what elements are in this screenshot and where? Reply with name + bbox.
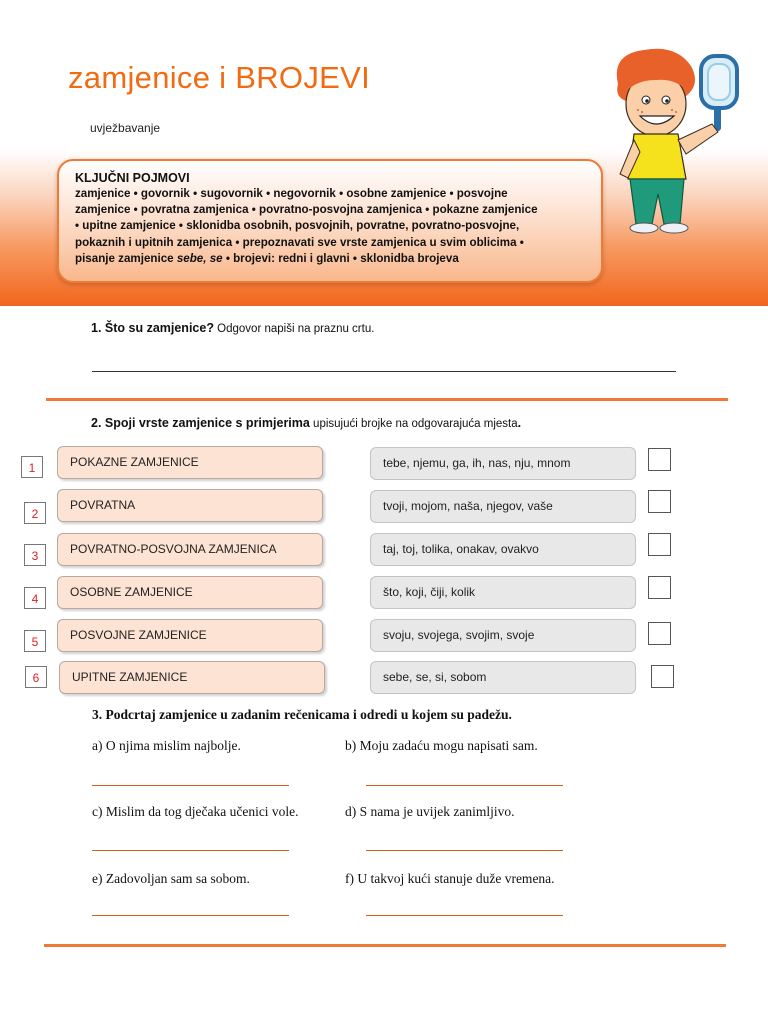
answer-line[interactable] [92, 850, 289, 851]
question-3: 3. Podcrtaj zamjenice u zadanim rečenicama i odredi u kojem su padežu. [92, 707, 512, 722]
question-1-instruction: Odgovor napiši na praznu crtu. [213, 323, 375, 335]
key-terms-line: zamjenice • govornik • sugovornik • negovornik • osobne zamjenice • posvojne [75, 187, 508, 200]
key-terms-heading: KLJUČNI POJMOVI [75, 171, 190, 185]
section-divider [44, 944, 726, 947]
example-pill: taj, toj, tolika, onakav, ovakvo [370, 533, 636, 566]
key-terms-box [57, 159, 603, 283]
answer-box[interactable] [651, 665, 674, 688]
answer-box[interactable] [648, 533, 671, 556]
answer-box[interactable] [648, 448, 671, 471]
key-terms-line: pokaznih i upitnih zamjenica • prepoznavati sve vrste zamjenica u svim oblicima • [75, 235, 524, 249]
answer-box[interactable] [648, 576, 671, 599]
answer-line[interactable] [366, 785, 563, 786]
pronoun-type-pill: UPITNE ZAMJENICE [59, 661, 325, 694]
example-pill: tebe, njemu, ga, ih, nas, nju, mnom [370, 447, 636, 480]
answer-box[interactable] [648, 490, 671, 513]
example-pill: sebe, se, si, sobom [370, 661, 636, 694]
match-number: 4 [24, 587, 46, 609]
answer-line[interactable] [92, 785, 289, 786]
key-terms-line [75, 251, 589, 267]
example-pill: tvoji, mojom, naša, njegov, vaše [370, 490, 636, 523]
sentence-e: e) Zadovoljan sam sa sobom. [92, 871, 250, 886]
example-pill: što, koji, čiji, kolik [370, 576, 636, 609]
boy-mascot-icon [606, 44, 756, 234]
match-number: 1 [21, 456, 43, 478]
pronoun-type-pill: POKAZNE ZAMJENICE [57, 446, 323, 479]
sentence-f: f) U takvoj kući stanuje duže vremena. [345, 871, 555, 886]
question-2-period: . [517, 416, 522, 430]
page-title: zamjenice i BROJEVI [68, 60, 371, 95]
answer-line[interactable] [366, 915, 563, 916]
question-2-instruction: upisujući brojke na odgovarajuća mjesta [309, 418, 518, 430]
key-terms-text: pisanje zamjenice [75, 251, 177, 265]
answer-box[interactable] [648, 622, 671, 645]
pronoun-type-pill: POVRATNO-POSVOJNA ZAMJENICA [57, 533, 323, 566]
answer-line[interactable] [366, 850, 563, 851]
pronoun-type-pill: OSOBNE ZAMJENICE [57, 576, 323, 609]
pronoun-type-pill: POVRATNA [57, 489, 323, 522]
question-2-label: 2. Spoji vrste zamjenice s primjerima [91, 416, 310, 430]
answer-line[interactable] [92, 371, 676, 372]
question-2 [91, 416, 521, 430]
pronoun-type-pill: POSVOJNE ZAMJENICE [57, 619, 323, 652]
key-terms-italic: sebe, se [176, 251, 223, 265]
key-terms-line: zamjenice • povratna zamjenica • povratno-posvojna zamjenica • pokazne zamjenice [75, 203, 538, 217]
sentence-c: c) Mislim da tog dječaka učenici vole. [92, 804, 299, 819]
question-1-label: 1. Što su zamjenice? [91, 321, 214, 335]
match-number: 5 [24, 630, 46, 652]
example-pill: svoju, svojega, svojim, svoje [370, 619, 636, 652]
key-terms-line: • upitne zamjenice • sklonidba osobnih, posvojnih, povratne, povratno-posvojne, [75, 219, 520, 233]
key-terms-text: • brojevi: redni i glavni • sklonidba brojeva [222, 251, 459, 265]
match-number: 2 [24, 502, 46, 524]
answer-line[interactable] [92, 915, 289, 916]
match-number: 3 [24, 544, 46, 566]
sentence-b: b) Moju zadaću mogu napisati sam. [345, 738, 538, 753]
sentence-a: a) O njima mislim najbolje. [92, 738, 241, 753]
question-1 [91, 321, 374, 335]
match-number: 6 [25, 666, 47, 688]
page-subtitle: uvježbavanje [90, 121, 161, 135]
section-divider [46, 398, 728, 401]
sentence-d: d) S nama je uvijek zanimljivo. [345, 804, 515, 819]
